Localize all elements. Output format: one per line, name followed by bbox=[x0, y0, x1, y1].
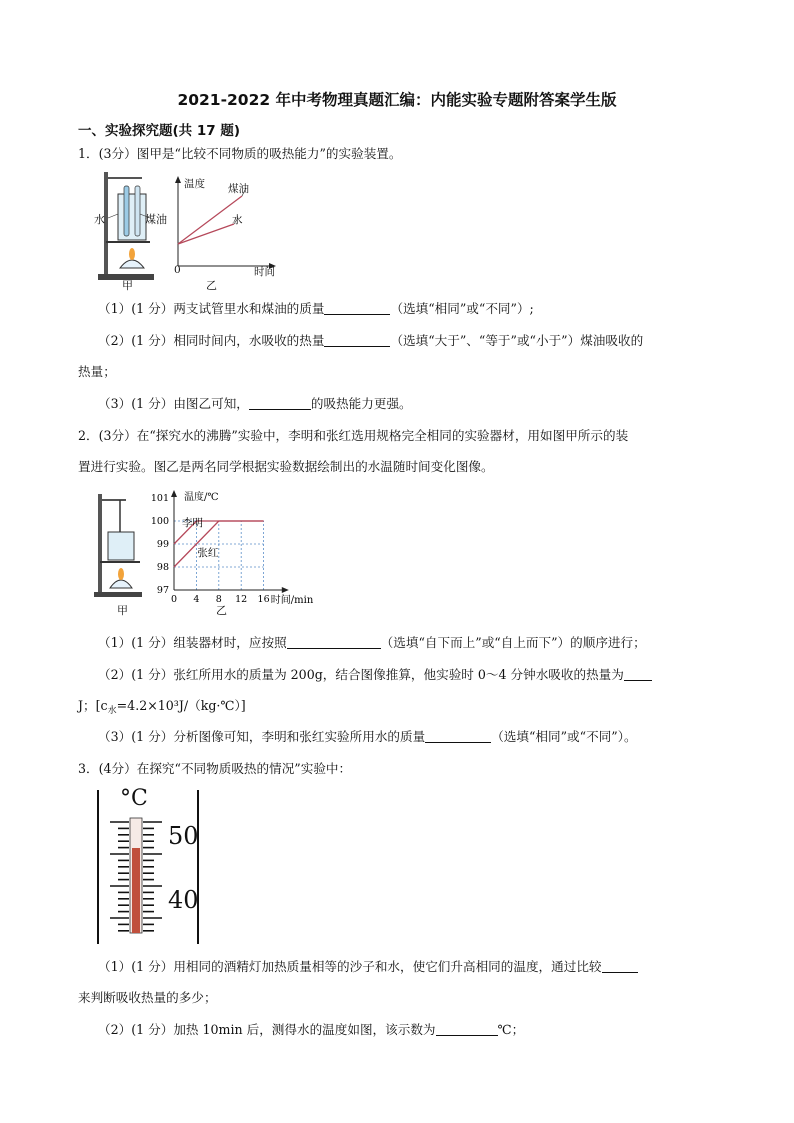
q2-answer-blank-2[interactable] bbox=[624, 666, 652, 681]
q3-thermometer-figure bbox=[94, 788, 204, 946]
q1-caption-jia: 甲 bbox=[122, 279, 133, 292]
q1-part3: （3）(1 分）由图乙可知， 的吸热能力更强。 bbox=[98, 396, 412, 411]
q2-part2: （2）(1 分）张红所用水的质量为 200g，结合图像推算，他实验时 0～4 分钟水吸收的热量为 bbox=[98, 666, 652, 684]
q3-label-50: 50 bbox=[168, 822, 199, 850]
q1-part2: （2）(1 分）相同时间内，水吸收的热量 （选填“大于”、“等于”或“小于”）煤油吸收的 bbox=[98, 333, 644, 348]
q1-stem: 1．(3分）图甲是“比较不同物质的吸热能力”的实验装置。 bbox=[78, 146, 402, 161]
x-tick-label: 16 bbox=[257, 594, 270, 605]
y-axis-arrow bbox=[171, 490, 177, 497]
q2-temperature-chart bbox=[150, 488, 320, 612]
q2-stem-line1: 2．(3分）在“探究水的沸腾”实验中，李明和张红选用规格完全相同的实验器材，用如图甲所示的装 bbox=[78, 428, 629, 443]
q1-part1: （1）(1 分）两支试管里水和煤油的质量 （选填“相同”或“不同”）; bbox=[98, 301, 534, 316]
q1-caption-yi: 乙 bbox=[206, 279, 217, 292]
q1-answer-blank-2[interactable] bbox=[324, 332, 390, 347]
q2-answer-blank-3[interactable] bbox=[425, 728, 491, 743]
series-label-liming: 李明 bbox=[182, 516, 203, 529]
q2-caption-yi: 乙 bbox=[216, 604, 227, 617]
x-tick-label: 8 bbox=[215, 594, 222, 605]
q1-ylabel: 温度 bbox=[184, 178, 205, 190]
q1-answer-blank-3[interactable] bbox=[249, 395, 311, 410]
x-axis-label: 时间/min bbox=[270, 595, 314, 606]
q2-caption-jia: 甲 bbox=[117, 604, 128, 617]
q3-answer-blank-1[interactable] bbox=[602, 958, 638, 973]
series-label-zhanghong: 张红 bbox=[197, 547, 219, 560]
y-tick-label: 97 bbox=[156, 585, 169, 596]
y-tick-label: 98 bbox=[156, 562, 169, 573]
q3-stem: 3．(4分）在探究“不同物质吸热的情况”实验中： bbox=[78, 761, 352, 776]
q3-answer-blank-2[interactable] bbox=[436, 1021, 498, 1036]
x-tick-label: 12 bbox=[235, 594, 248, 605]
q1-answer-blank-1[interactable] bbox=[324, 300, 390, 315]
y-tick-label: 100 bbox=[150, 516, 169, 527]
q2-apparatus-figure bbox=[92, 492, 148, 604]
section-heading: 一、实验探究题(共 17 题) bbox=[78, 123, 241, 139]
y-tick-label: 101 bbox=[150, 493, 169, 504]
y-tick-label: 99 bbox=[156, 539, 169, 550]
x-axis-arrow bbox=[282, 587, 289, 593]
q3-label-40: 40 bbox=[168, 886, 199, 914]
q3-part1: （1）(1 分）用相同的酒精灯加热质量相等的沙子和水，使它们升高相同的温度，通过比较 bbox=[98, 958, 638, 976]
q3-part1-cont: 来判断吸收热量的多少； bbox=[78, 990, 217, 1005]
q1-line1-label: 煤油 bbox=[228, 183, 249, 195]
q1-part2-cont: 热量； bbox=[78, 364, 116, 379]
q2-part2-cont: J；$[c_水=4.2\times 10^3J/(kg\cdot℃)]$ bbox=[78, 698, 246, 716]
q2-part3: （3）(1 分）分析图像可知，李明和张红实验所用水的质量 （选填“相同”或“不同”）。 bbox=[98, 729, 637, 744]
page-title: 2021-2022 年中考物理真题汇编：内能实验专题附答案学生版 bbox=[177, 91, 617, 109]
q3-part2: （2）(1 分）加热 10min 后，测得水的温度如图，该示数为 ℃； bbox=[98, 1022, 525, 1037]
q3-unit: °C bbox=[120, 786, 148, 811]
q1-line2-label: 水 bbox=[232, 214, 243, 226]
q2-answer-blank-1[interactable] bbox=[287, 634, 381, 649]
q2-part1: （1）(1 分）组装器材时，应按照 （选填“自下而上”或“自上而下”）的顺序进行； bbox=[98, 635, 646, 650]
x-tick-label: 0 bbox=[170, 594, 178, 605]
q1-origin: 0 bbox=[174, 264, 181, 276]
q2-stem-line2: 置进行实验。图乙是两名同学根据实验数据绘制出的水温随时间变化图像。 bbox=[78, 459, 494, 474]
q1-label-water: 水 bbox=[94, 213, 105, 226]
x-tick-label: 4 bbox=[193, 594, 200, 605]
y-axis-label: 温度/℃ bbox=[184, 492, 219, 503]
q1-label-kerosene: 煤油 bbox=[145, 213, 167, 226]
q1-xlabel: 时间 bbox=[254, 266, 275, 278]
